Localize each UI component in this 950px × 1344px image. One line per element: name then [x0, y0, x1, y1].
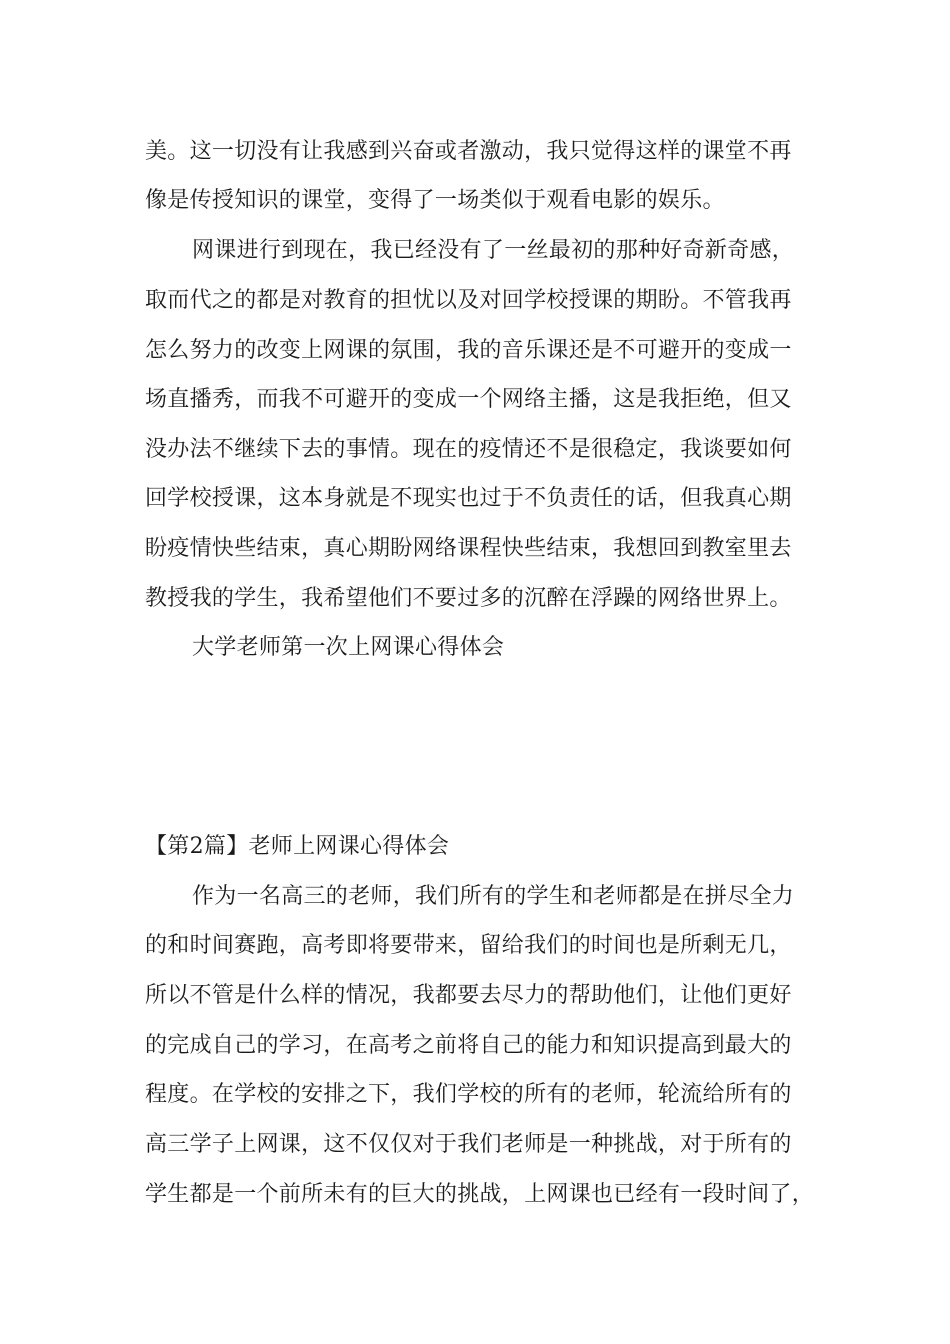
paragraph-line: 的和时间赛跑，高考即将要带来，留给我们的时间也是所剩无几，: [145, 933, 792, 958]
paragraph-line: 教授我的学生，我希望他们不要过多的沉醉在浮躁的网络世界上。: [145, 586, 792, 611]
paragraph-line: 取而代之的都是对教育的担忧以及对回学校授课的期盼。不管我再: [145, 288, 792, 313]
paragraph-line: 场直播秀，而我不可避开的变成一个网络主播，这是我拒绝，但又: [145, 387, 792, 412]
paragraph-line: 网课进行到现在，我已经没有了一丝最初的那种好奇新奇感，: [192, 238, 795, 263]
paragraph-line: 的完成自己的学习，在高考之前将自己的能力和知识提高到最大的: [145, 1033, 792, 1058]
paragraph-line: 回学校授课，这本身就是不现实也过于不负责任的话，但我真心期: [145, 486, 792, 511]
section-title: 大学老师第一次上网课心得体会: [192, 635, 505, 660]
paragraph-line: 所以不管是什么样的情况，我都要去尽力的帮助他们，让他们更好: [145, 983, 792, 1008]
paragraph-line: 作为一名高三的老师，我们所有的学生和老师都是在拼尽全力: [192, 884, 795, 909]
paragraph-line: 高三学子上网课，这不仅仅对于我们老师是一种挑战，对于所有的: [145, 1132, 792, 1157]
paragraph-line: 学生都是一个前所未有的巨大的挑战，上网课也已经有一段时间了，: [145, 1182, 815, 1207]
section-heading: 【第2篇】老师上网课心得体会: [145, 834, 450, 859]
paragraph-line: 美。这一切没有让我感到兴奋或者激动，我只觉得这样的课堂不再: [145, 139, 792, 164]
paragraph-line: 没办法不继续下去的事情。现在的疫情还不是很稳定，我谈要如何: [145, 437, 792, 462]
paragraph-line: 盼疫情快些结束，真心期盼网络课程快些结束，我想回到教室里去: [145, 536, 792, 561]
paragraph-line: 怎么努力的改变上网课的氛围，我的音乐课还是不可避开的变成一: [145, 338, 792, 363]
paragraph-line: 程度。在学校的安排之下，我们学校的所有的老师，轮流给所有的: [145, 1082, 792, 1107]
paragraph-line: 像是传授知识的课堂，变得了一场类似于观看电影的娱乐。: [145, 188, 725, 213]
